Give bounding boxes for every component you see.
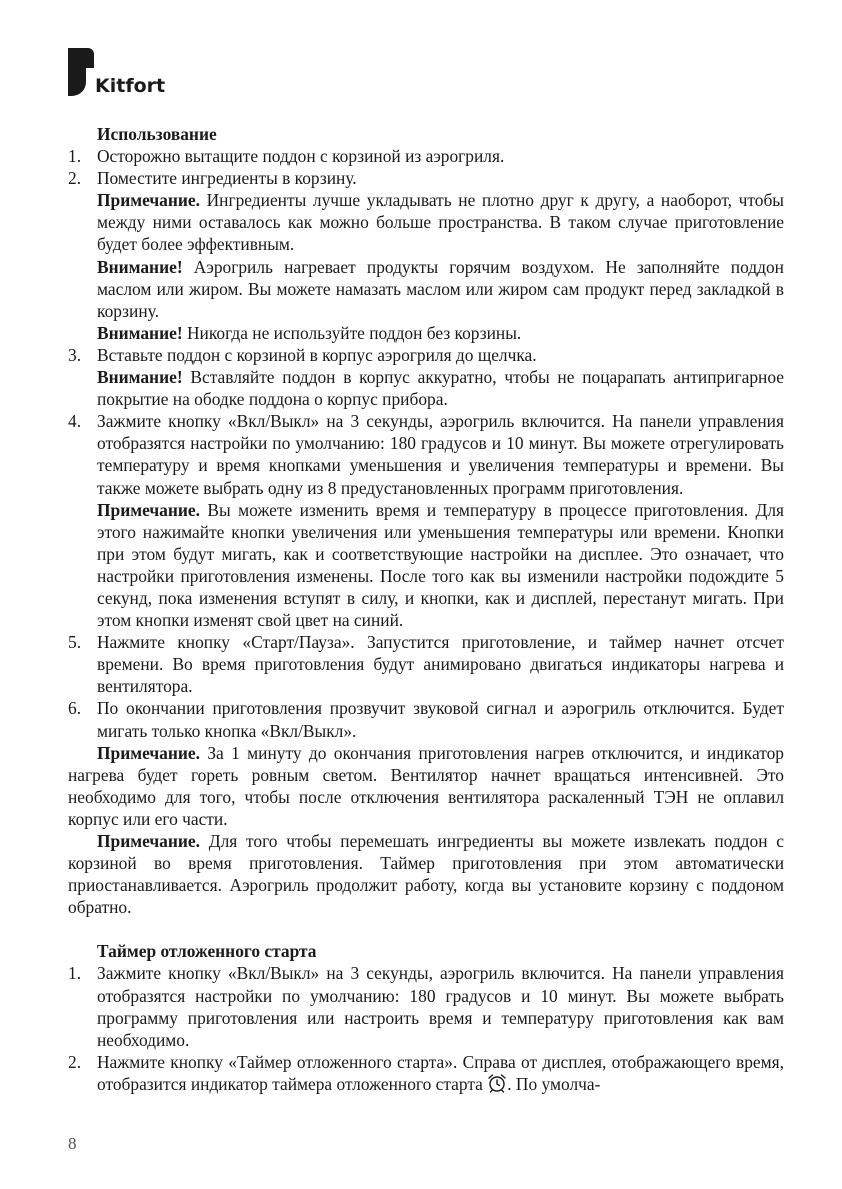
list-text: По окончании приготовления прозвучит звуковой сигнал и аэрогриль отключится. Будет мигать только кнопка «Вкл/Выкл». <box>97 698 784 741</box>
note-label: Примечание. <box>97 499 200 520</box>
note-text: Ингредиенты лучше укладывать не плотно друг к другу, а наоборот, чтобы между ними оставалось как можно больше пространства. В таком случае приготовление будет более эффективным. <box>97 190 784 255</box>
warning-label: Внимание! <box>97 367 183 388</box>
note-label: Примечание. <box>97 190 200 211</box>
note-label: Примечание. <box>97 742 200 763</box>
document-body <box>68 123 784 1095</box>
list-item-3 <box>68 344 784 366</box>
list-item-6 <box>68 697 784 741</box>
warning-text: Аэрогриль нагревает продукты горячим воздухом. Не заполняйте поддон маслом или жиром. Вы можете намазать маслом или жиром сам продукт перед закладкой в корзину. <box>97 256 784 321</box>
note-paragraph <box>68 189 784 255</box>
list-text: Нажмите кнопку «Старт/Пауза». Запустится приготовление, и таймер начнет отсчет времени. Во время приготовления будут анимировано двигаться индикаторы нагрева и вентилятора. <box>97 632 784 697</box>
section-gap <box>68 918 784 940</box>
brand-logo <box>68 48 208 108</box>
list-item-4 <box>68 410 784 498</box>
list-text: Зажмите кнопку «Вкл/Выкл» на 3 секунды, аэрогриль включится. На панели управления отобразятся настройки по умолчанию: 180 градусов и 10 минут. Вы можете отрегулировать температуру и время кнопками уменьшения и увеличения температуры и времени. Вы также можете выбрать одну из 8 предустановленных программ приготовления. <box>97 411 784 498</box>
note-paragraph <box>68 499 784 632</box>
warning-paragraph <box>68 256 784 322</box>
list-text: Вставьте поддон с корзиной в корпус аэрогриля до щелчка. <box>97 344 537 365</box>
list-text: Поместите ингредиенты в корзину. <box>97 168 357 189</box>
list-number: 2. <box>68 168 82 189</box>
list-number: 1. <box>68 146 82 167</box>
list-item-1 <box>68 145 784 167</box>
list-item-2 <box>68 167 784 189</box>
list-item-1 <box>68 962 784 1050</box>
brand-name: Kitfort <box>95 75 166 97</box>
note-paragraph <box>68 830 784 918</box>
list-number: 5. <box>68 632 82 653</box>
list-text-end: . По умолча- <box>507 1073 601 1094</box>
warning-text: Вставляйте поддон в корпус аккуратно, чтобы не поцарапать антипригарное покрытие на ободке поддона о корпус прибора. <box>97 367 784 410</box>
list-item-2 <box>68 1051 784 1095</box>
warning-paragraph <box>68 322 784 344</box>
list-text: Нажмите кнопку «Таймер отложенного старта». Справа от дисплея, отображающего время, отобразится индикатор таймера отложенного старта <box>97 1051 784 1094</box>
list-number: 3. <box>68 344 82 365</box>
page-number: 8 <box>68 1134 77 1153</box>
warning-label: Внимание! <box>97 322 183 343</box>
section-heading-delay-timer: Таймер отложенного старта <box>97 941 317 962</box>
note-text: Вы можете изменить время и температуру в процессе приготовления. Для этого нажимайте кнопки увеличения или уменьшения температуры или времени. Кнопки при этом будут мигать, как и соответствующие настройки на дисплее. Это означает, что настройки приготовления изменены. После того как вы изменили настройки подождите 5 секунд, пока изменения вступят в силу, и кнопки, как и дисплей, перестанут мигать. При этом кнопки изменят свой цвет на синий. <box>97 499 784 631</box>
note-text: Для того чтобы перемешать ингредиенты вы можете извлекать поддон с корзиной во время приготовления. Таймер приготовления при этом автоматически приостанавливается. Аэрогриль продолжит работу, когда вы установите корзину с поддоном обратно. <box>68 831 784 918</box>
alarm-clock-icon <box>487 1073 507 1093</box>
kitfort-logo-mark-icon <box>68 48 94 96</box>
list-text: Зажмите кнопку «Вкл/Выкл» на 3 секунды, аэрогриль включится. На панели управления отобразятся настройки по умолчанию: 180 градусов и 10 минут. Вы можете выбрать программу приготовления или настроить время и температуру приготовления как вам необходимо. <box>97 963 784 1050</box>
list-number: 6. <box>68 698 82 719</box>
list-number: 4. <box>68 411 82 432</box>
warning-label: Внимание! <box>97 256 183 277</box>
list-item-5 <box>68 631 784 697</box>
list-text: Осторожно вытащите поддон с корзиной из аэрогриля. <box>97 146 505 167</box>
warning-paragraph <box>68 366 784 410</box>
list-number: 2. <box>68 1051 82 1072</box>
note-label: Примечание. <box>97 831 200 851</box>
note-text: За 1 минуту до окончания приготовления нагрев отключится, и индикатор нагрева будет гореть ровным светом. Вентилятор начнет вращаться интенсивней. Это необходимо для того, чтобы после отключения вентилятора раскаленный ТЭН не оплавил корпус или его части. <box>68 742 784 829</box>
warning-text: Никогда не используйте поддон без корзины. <box>182 322 522 343</box>
note-paragraph <box>68 742 784 830</box>
list-number: 1. <box>68 963 82 984</box>
section-heading-usage: Использование <box>97 124 217 144</box>
